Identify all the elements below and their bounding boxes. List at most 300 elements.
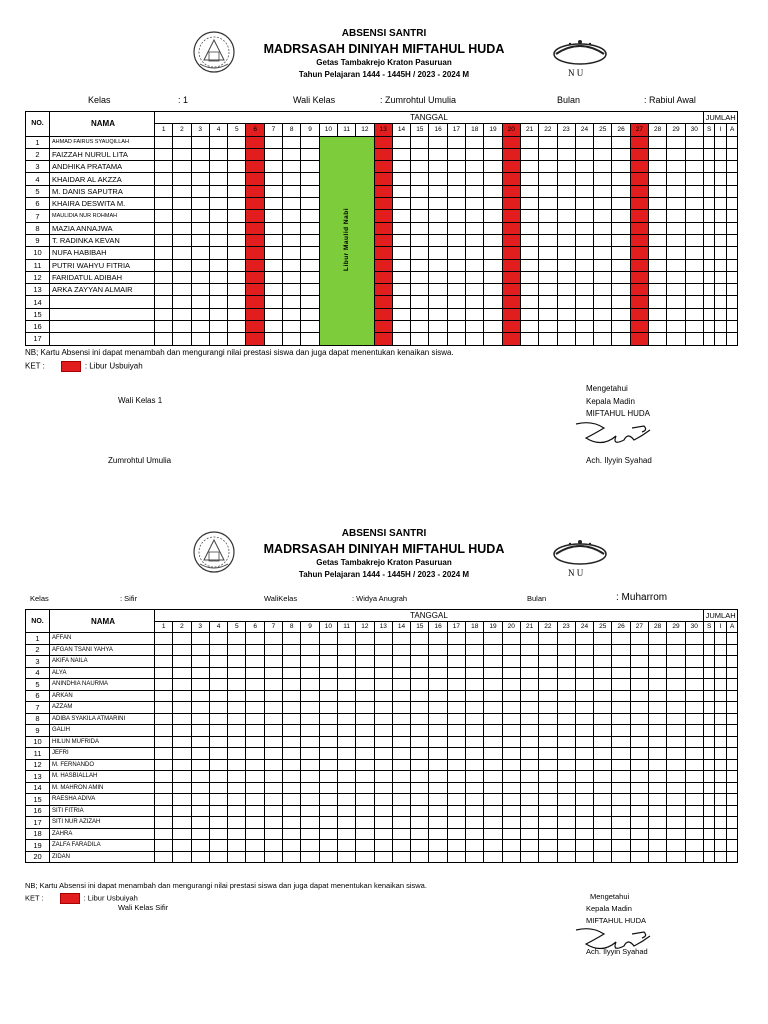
attendance-cell[interactable] — [429, 633, 447, 645]
attendance-cell[interactable] — [191, 679, 209, 691]
attendance-cell[interactable] — [575, 296, 593, 308]
attendance-cell[interactable] — [374, 644, 392, 656]
attendance-sum-cell[interactable] — [726, 794, 738, 806]
attendance-cell[interactable] — [502, 210, 520, 222]
attendance-cell[interactable] — [484, 173, 502, 185]
attendance-cell[interactable] — [155, 633, 173, 645]
attendance-cell[interactable] — [246, 644, 264, 656]
attendance-cell[interactable] — [374, 185, 392, 197]
attendance-cell[interactable] — [594, 222, 612, 234]
attendance-sum-cell[interactable] — [726, 644, 738, 656]
attendance-cell[interactable] — [264, 713, 282, 725]
attendance-cell[interactable] — [283, 690, 301, 702]
attendance-cell[interactable] — [392, 679, 410, 691]
attendance-cell[interactable] — [539, 259, 557, 271]
attendance-cell[interactable] — [630, 234, 648, 246]
attendance-cell[interactable] — [191, 759, 209, 771]
attendance-cell[interactable] — [575, 759, 593, 771]
attendance-sum-cell[interactable] — [715, 271, 727, 283]
attendance-cell[interactable] — [557, 771, 575, 783]
attendance-cell[interactable] — [429, 247, 447, 259]
attendance-cell[interactable] — [264, 771, 282, 783]
attendance-cell[interactable] — [264, 148, 282, 160]
attendance-cell[interactable] — [466, 198, 484, 210]
attendance-cell[interactable] — [392, 333, 410, 345]
attendance-cell[interactable] — [429, 656, 447, 668]
attendance-cell[interactable] — [557, 284, 575, 296]
attendance-cell[interactable] — [228, 633, 246, 645]
attendance-cell[interactable] — [283, 817, 301, 829]
attendance-cell[interactable] — [502, 805, 520, 817]
attendance-cell[interactable] — [264, 805, 282, 817]
attendance-cell[interactable] — [264, 210, 282, 222]
attendance-cell[interactable] — [411, 702, 429, 714]
attendance-cell[interactable] — [539, 284, 557, 296]
attendance-cell[interactable] — [429, 210, 447, 222]
attendance-cell[interactable] — [557, 690, 575, 702]
attendance-cell[interactable] — [191, 702, 209, 714]
attendance-cell[interactable] — [337, 771, 355, 783]
attendance-cell[interactable] — [630, 771, 648, 783]
attendance-cell[interactable] — [447, 633, 465, 645]
attendance-cell[interactable] — [484, 234, 502, 246]
attendance-cell[interactable] — [264, 736, 282, 748]
attendance-cell[interactable] — [594, 296, 612, 308]
attendance-sum-cell[interactable] — [715, 805, 727, 817]
attendance-cell[interactable] — [191, 271, 209, 283]
attendance-cell[interactable] — [594, 185, 612, 197]
attendance-cell[interactable] — [429, 759, 447, 771]
attendance-sum-cell[interactable] — [715, 771, 727, 783]
attendance-cell[interactable] — [301, 725, 319, 737]
attendance-cell[interactable] — [356, 805, 374, 817]
attendance-cell[interactable] — [173, 679, 191, 691]
attendance-cell[interactable] — [447, 234, 465, 246]
attendance-cell[interactable] — [374, 222, 392, 234]
attendance-cell[interactable] — [392, 851, 410, 863]
attendance-cell[interactable] — [594, 667, 612, 679]
attendance-cell[interactable] — [484, 247, 502, 259]
attendance-cell[interactable] — [155, 308, 173, 320]
attendance-cell[interactable] — [667, 667, 685, 679]
attendance-sum-cell[interactable] — [703, 173, 715, 185]
attendance-cell[interactable] — [539, 736, 557, 748]
attendance-cell[interactable] — [685, 679, 703, 691]
attendance-cell[interactable] — [209, 644, 227, 656]
attendance-cell[interactable] — [301, 333, 319, 345]
attendance-cell[interactable] — [502, 633, 520, 645]
attendance-sum-cell[interactable] — [715, 679, 727, 691]
attendance-cell[interactable] — [283, 771, 301, 783]
attendance-sum-cell[interactable] — [703, 234, 715, 246]
attendance-cell[interactable] — [630, 136, 648, 148]
attendance-sum-cell[interactable] — [703, 308, 715, 320]
attendance-cell[interactable] — [594, 333, 612, 345]
attendance-cell[interactable] — [612, 679, 630, 691]
attendance-cell[interactable] — [466, 222, 484, 234]
attendance-cell[interactable] — [685, 271, 703, 283]
attendance-cell[interactable] — [246, 805, 264, 817]
attendance-cell[interactable] — [191, 748, 209, 760]
attendance-cell[interactable] — [484, 851, 502, 863]
attendance-cell[interactable] — [264, 284, 282, 296]
attendance-cell[interactable] — [447, 851, 465, 863]
attendance-sum-cell[interactable] — [726, 308, 738, 320]
attendance-cell[interactable] — [667, 222, 685, 234]
attendance-cell[interactable] — [447, 136, 465, 148]
attendance-cell[interactable] — [228, 771, 246, 783]
attendance-sum-cell[interactable] — [726, 173, 738, 185]
attendance-cell[interactable] — [575, 136, 593, 148]
attendance-cell[interactable] — [155, 771, 173, 783]
attendance-cell[interactable] — [264, 656, 282, 668]
attendance-cell[interactable] — [264, 136, 282, 148]
attendance-cell[interactable] — [630, 679, 648, 691]
attendance-cell[interactable] — [447, 782, 465, 794]
attendance-cell[interactable] — [466, 748, 484, 760]
attendance-cell[interactable] — [246, 185, 264, 197]
attendance-cell[interactable] — [392, 222, 410, 234]
attendance-cell[interactable] — [502, 725, 520, 737]
attendance-cell[interactable] — [630, 840, 648, 852]
attendance-cell[interactable] — [264, 690, 282, 702]
attendance-cell[interactable] — [283, 210, 301, 222]
attendance-cell[interactable] — [594, 748, 612, 760]
attendance-cell[interactable] — [539, 667, 557, 679]
attendance-cell[interactable] — [612, 656, 630, 668]
attendance-cell[interactable] — [319, 679, 337, 691]
attendance-cell[interactable] — [594, 828, 612, 840]
attendance-cell[interactable] — [575, 817, 593, 829]
attendance-cell[interactable] — [484, 644, 502, 656]
attendance-cell[interactable] — [612, 759, 630, 771]
attendance-cell[interactable] — [319, 851, 337, 863]
attendance-cell[interactable] — [228, 679, 246, 691]
attendance-cell[interactable] — [557, 817, 575, 829]
attendance-cell[interactable] — [228, 161, 246, 173]
attendance-cell[interactable] — [392, 321, 410, 333]
attendance-cell[interactable] — [539, 222, 557, 234]
attendance-cell[interactable] — [612, 222, 630, 234]
attendance-cell[interactable] — [667, 198, 685, 210]
attendance-cell[interactable] — [520, 173, 538, 185]
attendance-cell[interactable] — [649, 828, 667, 840]
attendance-cell[interactable] — [557, 679, 575, 691]
attendance-cell[interactable] — [283, 667, 301, 679]
attendance-cell[interactable] — [173, 259, 191, 271]
attendance-cell[interactable] — [356, 771, 374, 783]
attendance-cell[interactable] — [667, 259, 685, 271]
attendance-cell[interactable] — [575, 725, 593, 737]
attendance-cell[interactable] — [319, 725, 337, 737]
attendance-cell[interactable] — [155, 840, 173, 852]
attendance-cell[interactable] — [502, 794, 520, 806]
attendance-cell[interactable] — [228, 840, 246, 852]
attendance-cell[interactable] — [685, 333, 703, 345]
attendance-cell[interactable] — [575, 148, 593, 160]
attendance-cell[interactable] — [392, 771, 410, 783]
attendance-cell[interactable] — [301, 308, 319, 320]
attendance-cell[interactable] — [209, 759, 227, 771]
attendance-sum-cell[interactable] — [726, 633, 738, 645]
attendance-cell[interactable] — [594, 736, 612, 748]
attendance-cell[interactable] — [557, 748, 575, 760]
attendance-cell[interactable] — [466, 633, 484, 645]
attendance-sum-cell[interactable] — [726, 725, 738, 737]
attendance-cell[interactable] — [301, 234, 319, 246]
attendance-cell[interactable] — [374, 321, 392, 333]
attendance-cell[interactable] — [155, 794, 173, 806]
attendance-cell[interactable] — [392, 817, 410, 829]
attendance-cell[interactable] — [520, 308, 538, 320]
attendance-cell[interactable] — [667, 173, 685, 185]
attendance-cell[interactable] — [649, 321, 667, 333]
attendance-cell[interactable] — [209, 173, 227, 185]
attendance-sum-cell[interactable] — [715, 185, 727, 197]
attendance-cell[interactable] — [155, 259, 173, 271]
attendance-sum-cell[interactable] — [726, 284, 738, 296]
attendance-cell[interactable] — [228, 173, 246, 185]
attendance-cell[interactable] — [447, 259, 465, 271]
attendance-sum-cell[interactable] — [726, 736, 738, 748]
attendance-cell[interactable] — [356, 633, 374, 645]
attendance-cell[interactable] — [246, 713, 264, 725]
attendance-cell[interactable] — [649, 794, 667, 806]
attendance-cell[interactable] — [630, 161, 648, 173]
attendance-cell[interactable] — [173, 185, 191, 197]
attendance-cell[interactable] — [429, 748, 447, 760]
attendance-cell[interactable] — [575, 805, 593, 817]
attendance-cell[interactable] — [301, 794, 319, 806]
attendance-cell[interactable] — [685, 633, 703, 645]
attendance-cell[interactable] — [667, 234, 685, 246]
attendance-sum-cell[interactable] — [703, 210, 715, 222]
attendance-cell[interactable] — [612, 851, 630, 863]
attendance-cell[interactable] — [667, 161, 685, 173]
attendance-cell[interactable] — [356, 656, 374, 668]
attendance-cell[interactable] — [337, 805, 355, 817]
attendance-cell[interactable] — [685, 210, 703, 222]
attendance-cell[interactable] — [374, 851, 392, 863]
attendance-cell[interactable] — [630, 725, 648, 737]
attendance-cell[interactable] — [411, 148, 429, 160]
attendance-cell[interactable] — [392, 759, 410, 771]
attendance-cell[interactable] — [283, 748, 301, 760]
attendance-cell[interactable] — [466, 296, 484, 308]
attendance-cell[interactable] — [685, 702, 703, 714]
attendance-cell[interactable] — [594, 259, 612, 271]
attendance-cell[interactable] — [374, 136, 392, 148]
attendance-cell[interactable] — [685, 748, 703, 760]
attendance-cell[interactable] — [612, 161, 630, 173]
attendance-cell[interactable] — [447, 713, 465, 725]
attendance-cell[interactable] — [429, 222, 447, 234]
attendance-cell[interactable] — [411, 644, 429, 656]
attendance-sum-cell[interactable] — [715, 702, 727, 714]
attendance-cell[interactable] — [411, 656, 429, 668]
attendance-cell[interactable] — [337, 656, 355, 668]
attendance-cell[interactable] — [649, 173, 667, 185]
attendance-cell[interactable] — [520, 198, 538, 210]
attendance-cell[interactable] — [209, 679, 227, 691]
attendance-cell[interactable] — [539, 185, 557, 197]
attendance-cell[interactable] — [520, 271, 538, 283]
attendance-cell[interactable] — [594, 679, 612, 691]
attendance-cell[interactable] — [155, 805, 173, 817]
attendance-cell[interactable] — [630, 748, 648, 760]
attendance-cell[interactable] — [264, 198, 282, 210]
attendance-cell[interactable] — [429, 148, 447, 160]
attendance-cell[interactable] — [264, 308, 282, 320]
attendance-cell[interactable] — [539, 210, 557, 222]
attendance-cell[interactable] — [466, 308, 484, 320]
attendance-cell[interactable] — [301, 633, 319, 645]
attendance-sum-cell[interactable] — [726, 271, 738, 283]
attendance-cell[interactable] — [447, 805, 465, 817]
attendance-cell[interactable] — [209, 210, 227, 222]
attendance-cell[interactable] — [557, 136, 575, 148]
attendance-cell[interactable] — [557, 161, 575, 173]
attendance-cell[interactable] — [155, 210, 173, 222]
attendance-cell[interactable] — [630, 308, 648, 320]
attendance-sum-cell[interactable] — [726, 805, 738, 817]
attendance-cell[interactable] — [594, 771, 612, 783]
attendance-cell[interactable] — [447, 161, 465, 173]
attendance-cell[interactable] — [374, 828, 392, 840]
attendance-cell[interactable] — [392, 736, 410, 748]
attendance-cell[interactable] — [447, 148, 465, 160]
attendance-cell[interactable] — [301, 840, 319, 852]
attendance-cell[interactable] — [411, 690, 429, 702]
attendance-sum-cell[interactable] — [726, 656, 738, 668]
attendance-cell[interactable] — [539, 817, 557, 829]
attendance-cell[interactable] — [630, 333, 648, 345]
attendance-cell[interactable] — [337, 736, 355, 748]
attendance-cell[interactable] — [264, 234, 282, 246]
attendance-cell[interactable] — [429, 840, 447, 852]
attendance-cell[interactable] — [630, 173, 648, 185]
attendance-sum-cell[interactable] — [715, 210, 727, 222]
attendance-cell[interactable] — [392, 284, 410, 296]
attendance-cell[interactable] — [155, 284, 173, 296]
attendance-cell[interactable] — [155, 296, 173, 308]
attendance-sum-cell[interactable] — [703, 667, 715, 679]
attendance-cell[interactable] — [557, 185, 575, 197]
attendance-cell[interactable] — [411, 748, 429, 760]
attendance-cell[interactable] — [466, 259, 484, 271]
attendance-sum-cell[interactable] — [726, 840, 738, 852]
attendance-cell[interactable] — [466, 161, 484, 173]
attendance-cell[interactable] — [612, 198, 630, 210]
attendance-cell[interactable] — [520, 702, 538, 714]
attendance-sum-cell[interactable] — [715, 690, 727, 702]
attendance-cell[interactable] — [173, 805, 191, 817]
attendance-cell[interactable] — [246, 851, 264, 863]
attendance-sum-cell[interactable] — [703, 794, 715, 806]
attendance-cell[interactable] — [466, 851, 484, 863]
attendance-cell[interactable] — [649, 748, 667, 760]
attendance-sum-cell[interactable] — [703, 805, 715, 817]
attendance-cell[interactable] — [209, 296, 227, 308]
attendance-cell[interactable] — [612, 840, 630, 852]
attendance-cell[interactable] — [246, 667, 264, 679]
attendance-sum-cell[interactable] — [726, 851, 738, 863]
attendance-cell[interactable] — [630, 148, 648, 160]
attendance-cell[interactable] — [667, 296, 685, 308]
attendance-cell[interactable] — [520, 284, 538, 296]
attendance-cell[interactable] — [173, 234, 191, 246]
attendance-cell[interactable] — [246, 633, 264, 645]
attendance-cell[interactable] — [575, 321, 593, 333]
attendance-cell[interactable] — [649, 222, 667, 234]
attendance-cell[interactable] — [447, 736, 465, 748]
attendance-cell[interactable] — [466, 713, 484, 725]
attendance-cell[interactable] — [411, 308, 429, 320]
attendance-cell[interactable] — [594, 644, 612, 656]
attendance-cell[interactable] — [594, 656, 612, 668]
attendance-cell[interactable] — [155, 185, 173, 197]
attendance-cell[interactable] — [447, 271, 465, 283]
attendance-cell[interactable] — [447, 321, 465, 333]
attendance-sum-cell[interactable] — [715, 851, 727, 863]
attendance-cell[interactable] — [575, 667, 593, 679]
attendance-cell[interactable] — [356, 748, 374, 760]
attendance-cell[interactable] — [283, 725, 301, 737]
attendance-cell[interactable] — [539, 690, 557, 702]
attendance-cell[interactable] — [301, 736, 319, 748]
attendance-cell[interactable] — [466, 771, 484, 783]
attendance-cell[interactable] — [411, 296, 429, 308]
attendance-cell[interactable] — [685, 782, 703, 794]
attendance-cell[interactable] — [630, 702, 648, 714]
attendance-cell[interactable] — [411, 713, 429, 725]
attendance-cell[interactable] — [337, 644, 355, 656]
attendance-cell[interactable] — [557, 759, 575, 771]
attendance-sum-cell[interactable] — [715, 333, 727, 345]
attendance-cell[interactable] — [649, 296, 667, 308]
attendance-cell[interactable] — [484, 782, 502, 794]
attendance-cell[interactable] — [484, 321, 502, 333]
attendance-cell[interactable] — [484, 759, 502, 771]
attendance-cell[interactable] — [667, 185, 685, 197]
attendance-cell[interactable] — [557, 148, 575, 160]
attendance-cell[interactable] — [649, 667, 667, 679]
attendance-sum-cell[interactable] — [703, 333, 715, 345]
attendance-sum-cell[interactable] — [715, 656, 727, 668]
attendance-cell[interactable] — [301, 690, 319, 702]
attendance-cell[interactable] — [155, 702, 173, 714]
attendance-cell[interactable] — [447, 771, 465, 783]
attendance-cell[interactable] — [557, 840, 575, 852]
attendance-cell[interactable] — [667, 321, 685, 333]
attendance-cell[interactable] — [520, 247, 538, 259]
attendance-sum-cell[interactable] — [703, 828, 715, 840]
attendance-cell[interactable] — [301, 185, 319, 197]
attendance-cell[interactable] — [392, 828, 410, 840]
attendance-cell[interactable] — [594, 173, 612, 185]
attendance-cell[interactable] — [520, 185, 538, 197]
attendance-cell[interactable] — [557, 198, 575, 210]
attendance-cell[interactable] — [429, 817, 447, 829]
attendance-cell[interactable] — [374, 817, 392, 829]
attendance-sum-cell[interactable] — [726, 782, 738, 794]
attendance-cell[interactable] — [557, 222, 575, 234]
attendance-cell[interactable] — [191, 782, 209, 794]
attendance-cell[interactable] — [246, 656, 264, 668]
attendance-cell[interactable] — [575, 702, 593, 714]
attendance-cell[interactable] — [630, 805, 648, 817]
attendance-cell[interactable] — [228, 782, 246, 794]
